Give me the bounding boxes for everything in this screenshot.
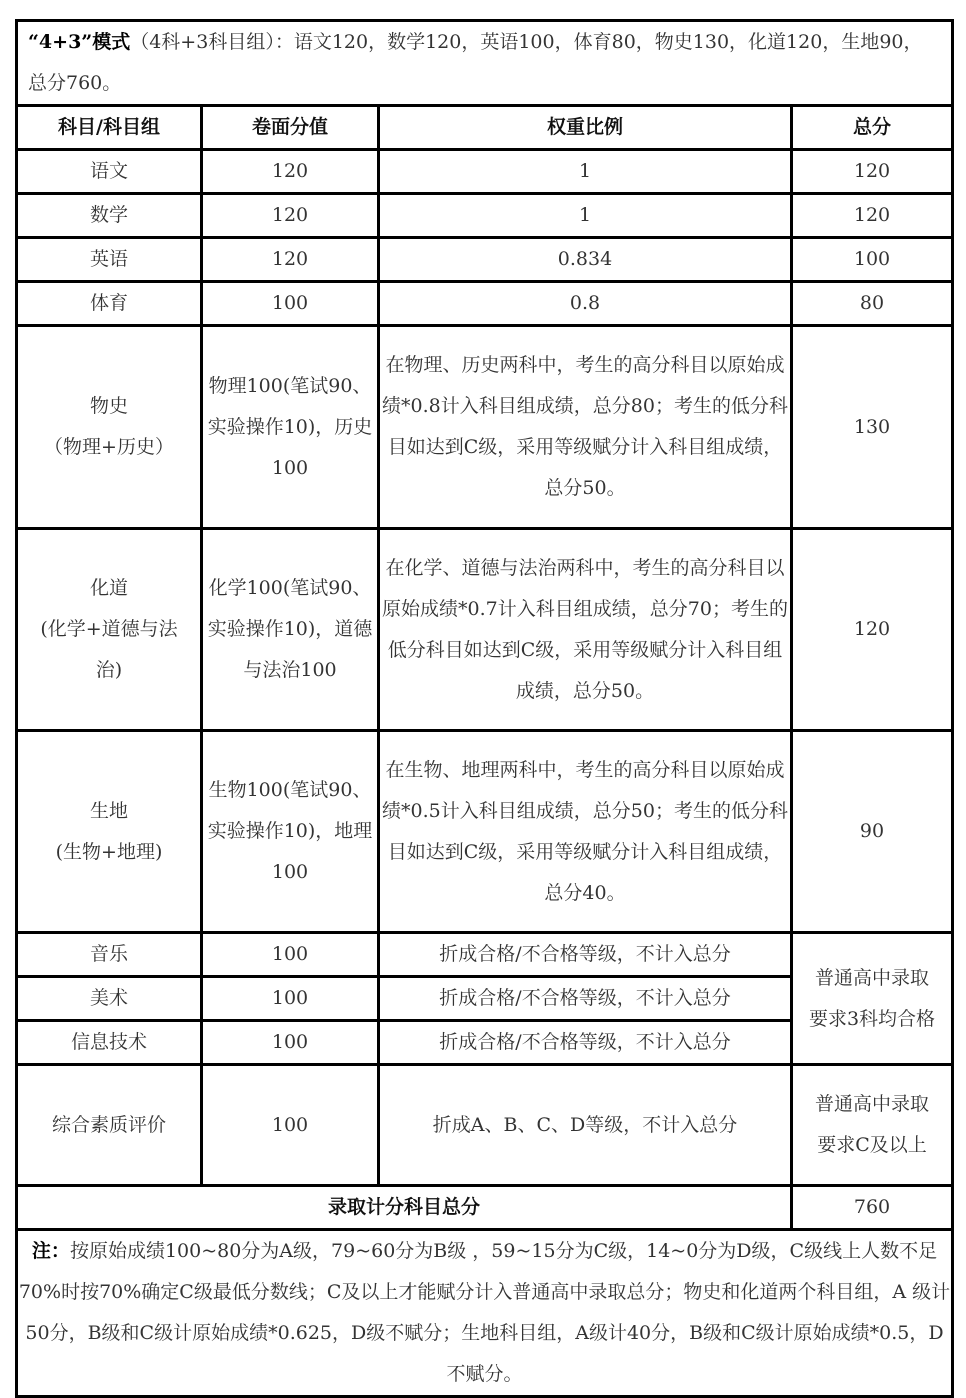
pass-requirement-cell: 普通高中录取要求3科均合格 (792, 933, 953, 1065)
header-score: 卷面分值 (202, 106, 379, 150)
score-cell: 物理100(笔试90、实验操作10)，历史100 (202, 326, 379, 529)
total-cell: 130 (792, 326, 953, 529)
subject-group-name: 物史 (89, 395, 128, 417)
header-weight: 权重比例 (379, 106, 792, 150)
score-cell: 100 (202, 1021, 379, 1065)
intro-text: （4科+3科目组）：语文120，数学120，英语100，体育80，物史130，化道120，生地90，总分760。 (28, 31, 923, 94)
total-cell: 120 (792, 529, 953, 731)
sum-total: 760 (792, 1186, 953, 1230)
intro-title: “4+3”模式 (28, 31, 131, 53)
score-cell: 120 (202, 194, 379, 238)
table-row (17, 238, 953, 282)
score-cell: 120 (202, 150, 379, 194)
weight-cell: 折成合格/不合格等级，不计入总分 (379, 977, 792, 1021)
subject-cell: 英语 (17, 238, 202, 282)
subject-cell: 语文 (17, 150, 202, 194)
subject-group-cell (17, 731, 202, 933)
score-table (15, 19, 954, 1398)
sum-row (17, 1186, 953, 1230)
intro-cell (17, 21, 953, 106)
header-row (17, 106, 953, 150)
score-cell: 生物100(笔试90、实验操作10)，地理100 (202, 731, 379, 933)
subject-cell: 美术 (17, 977, 202, 1021)
subject-group-name: 生地 (89, 799, 128, 822)
weight-cell: 在生物、地理两科中，考生的高分科目以原始成绩*0.5计入科目组成绩，总分50；考生的低分科目如达到C级，采用等级赋分计入科目组成绩，总分40。 (379, 731, 792, 933)
subject-cell: 音乐 (17, 933, 202, 977)
total-cell: 120 (792, 194, 953, 238)
weight-cell: 0.834 (379, 238, 792, 282)
note-cell (17, 1230, 953, 1397)
weight-cell: 在物理、历史两科中，考生的高分科目以原始成绩*0.8计入科目组成绩，总分80；考生的低分科目如达到C级，采用等级赋分计入科目组成绩，总分50。 (379, 326, 792, 529)
weight-cell: 在化学、道德与法治两科中，考生的高分科目以原始成绩*0.7计入科目组成绩，总分70；考生的低分科目如达到C级，采用等级赋分计入科目组成绩，总分50。 (379, 529, 792, 731)
weight-cell: 1 (379, 150, 792, 194)
subject-group-members: (化学+道德与法治) (40, 618, 178, 681)
weight-cell: 折成合格/不合格等级，不计入总分 (379, 933, 792, 977)
note-row (17, 1230, 953, 1397)
table-row-group (17, 731, 953, 933)
weight-cell: 1 (379, 194, 792, 238)
sum-label: 录取计分科目总分 (17, 1186, 792, 1230)
note-label: 注： (31, 1240, 70, 1262)
subject-group-name: 化道 (89, 577, 128, 599)
quality-requirement-cell: 普通高中录取要求C及以上 (792, 1065, 953, 1186)
subject-cell: 综合素质评价 (17, 1065, 202, 1186)
subject-cell: 数学 (17, 194, 202, 238)
subject-cell: 体育 (17, 282, 202, 326)
table-row (17, 194, 953, 238)
weight-cell: 0.8 (379, 282, 792, 326)
score-cell: 100 (202, 977, 379, 1021)
score-table-document (15, 19, 951, 1398)
subject-group-members: （物理+历史） (44, 436, 174, 458)
score-cell: 100 (202, 282, 379, 326)
table-row (17, 150, 953, 194)
header-total: 总分 (792, 106, 953, 150)
score-cell: 化学100(笔试90、实验操作10)，道德与法治100 (202, 529, 379, 731)
subject-cell: 信息技术 (17, 1021, 202, 1065)
table-row (17, 1065, 953, 1186)
weight-cell: 折成A、B、C、D等级，不计入总分 (379, 1065, 792, 1186)
subject-group-cell (17, 326, 202, 529)
total-cell: 80 (792, 282, 953, 326)
score-cell: 100 (202, 933, 379, 977)
total-cell: 100 (792, 238, 953, 282)
score-cell: 100 (202, 1065, 379, 1186)
total-cell: 120 (792, 150, 953, 194)
total-cell: 90 (792, 731, 953, 933)
score-cell: 120 (202, 238, 379, 282)
note-text: 按原始成绩100~80分为A级，79~60分为B级 ，59~15分为C级，14~0分为D级，C级线上人数不足70%时按70%确定C级最低分数线；C及以上才能赋分计入普通高中录取总分；物史和化道两个科目组，A 级计50分，B级和C级计原始成绩*0.625，D级不赋分；生地科目组，A级计40分，B级和C级计原始成绩*0.5，D不赋分。 (18, 1240, 951, 1385)
table-row (17, 282, 953, 326)
intro-row (17, 21, 953, 106)
weight-cell: 折成合格/不合格等级，不计入总分 (379, 1021, 792, 1065)
subject-group-members: (生物+地理) (55, 840, 163, 863)
table-row-group (17, 326, 953, 529)
table-row (17, 933, 953, 977)
header-subject: 科目/科目组 (17, 106, 202, 150)
table-row-group (17, 529, 953, 731)
subject-group-cell (17, 529, 202, 731)
